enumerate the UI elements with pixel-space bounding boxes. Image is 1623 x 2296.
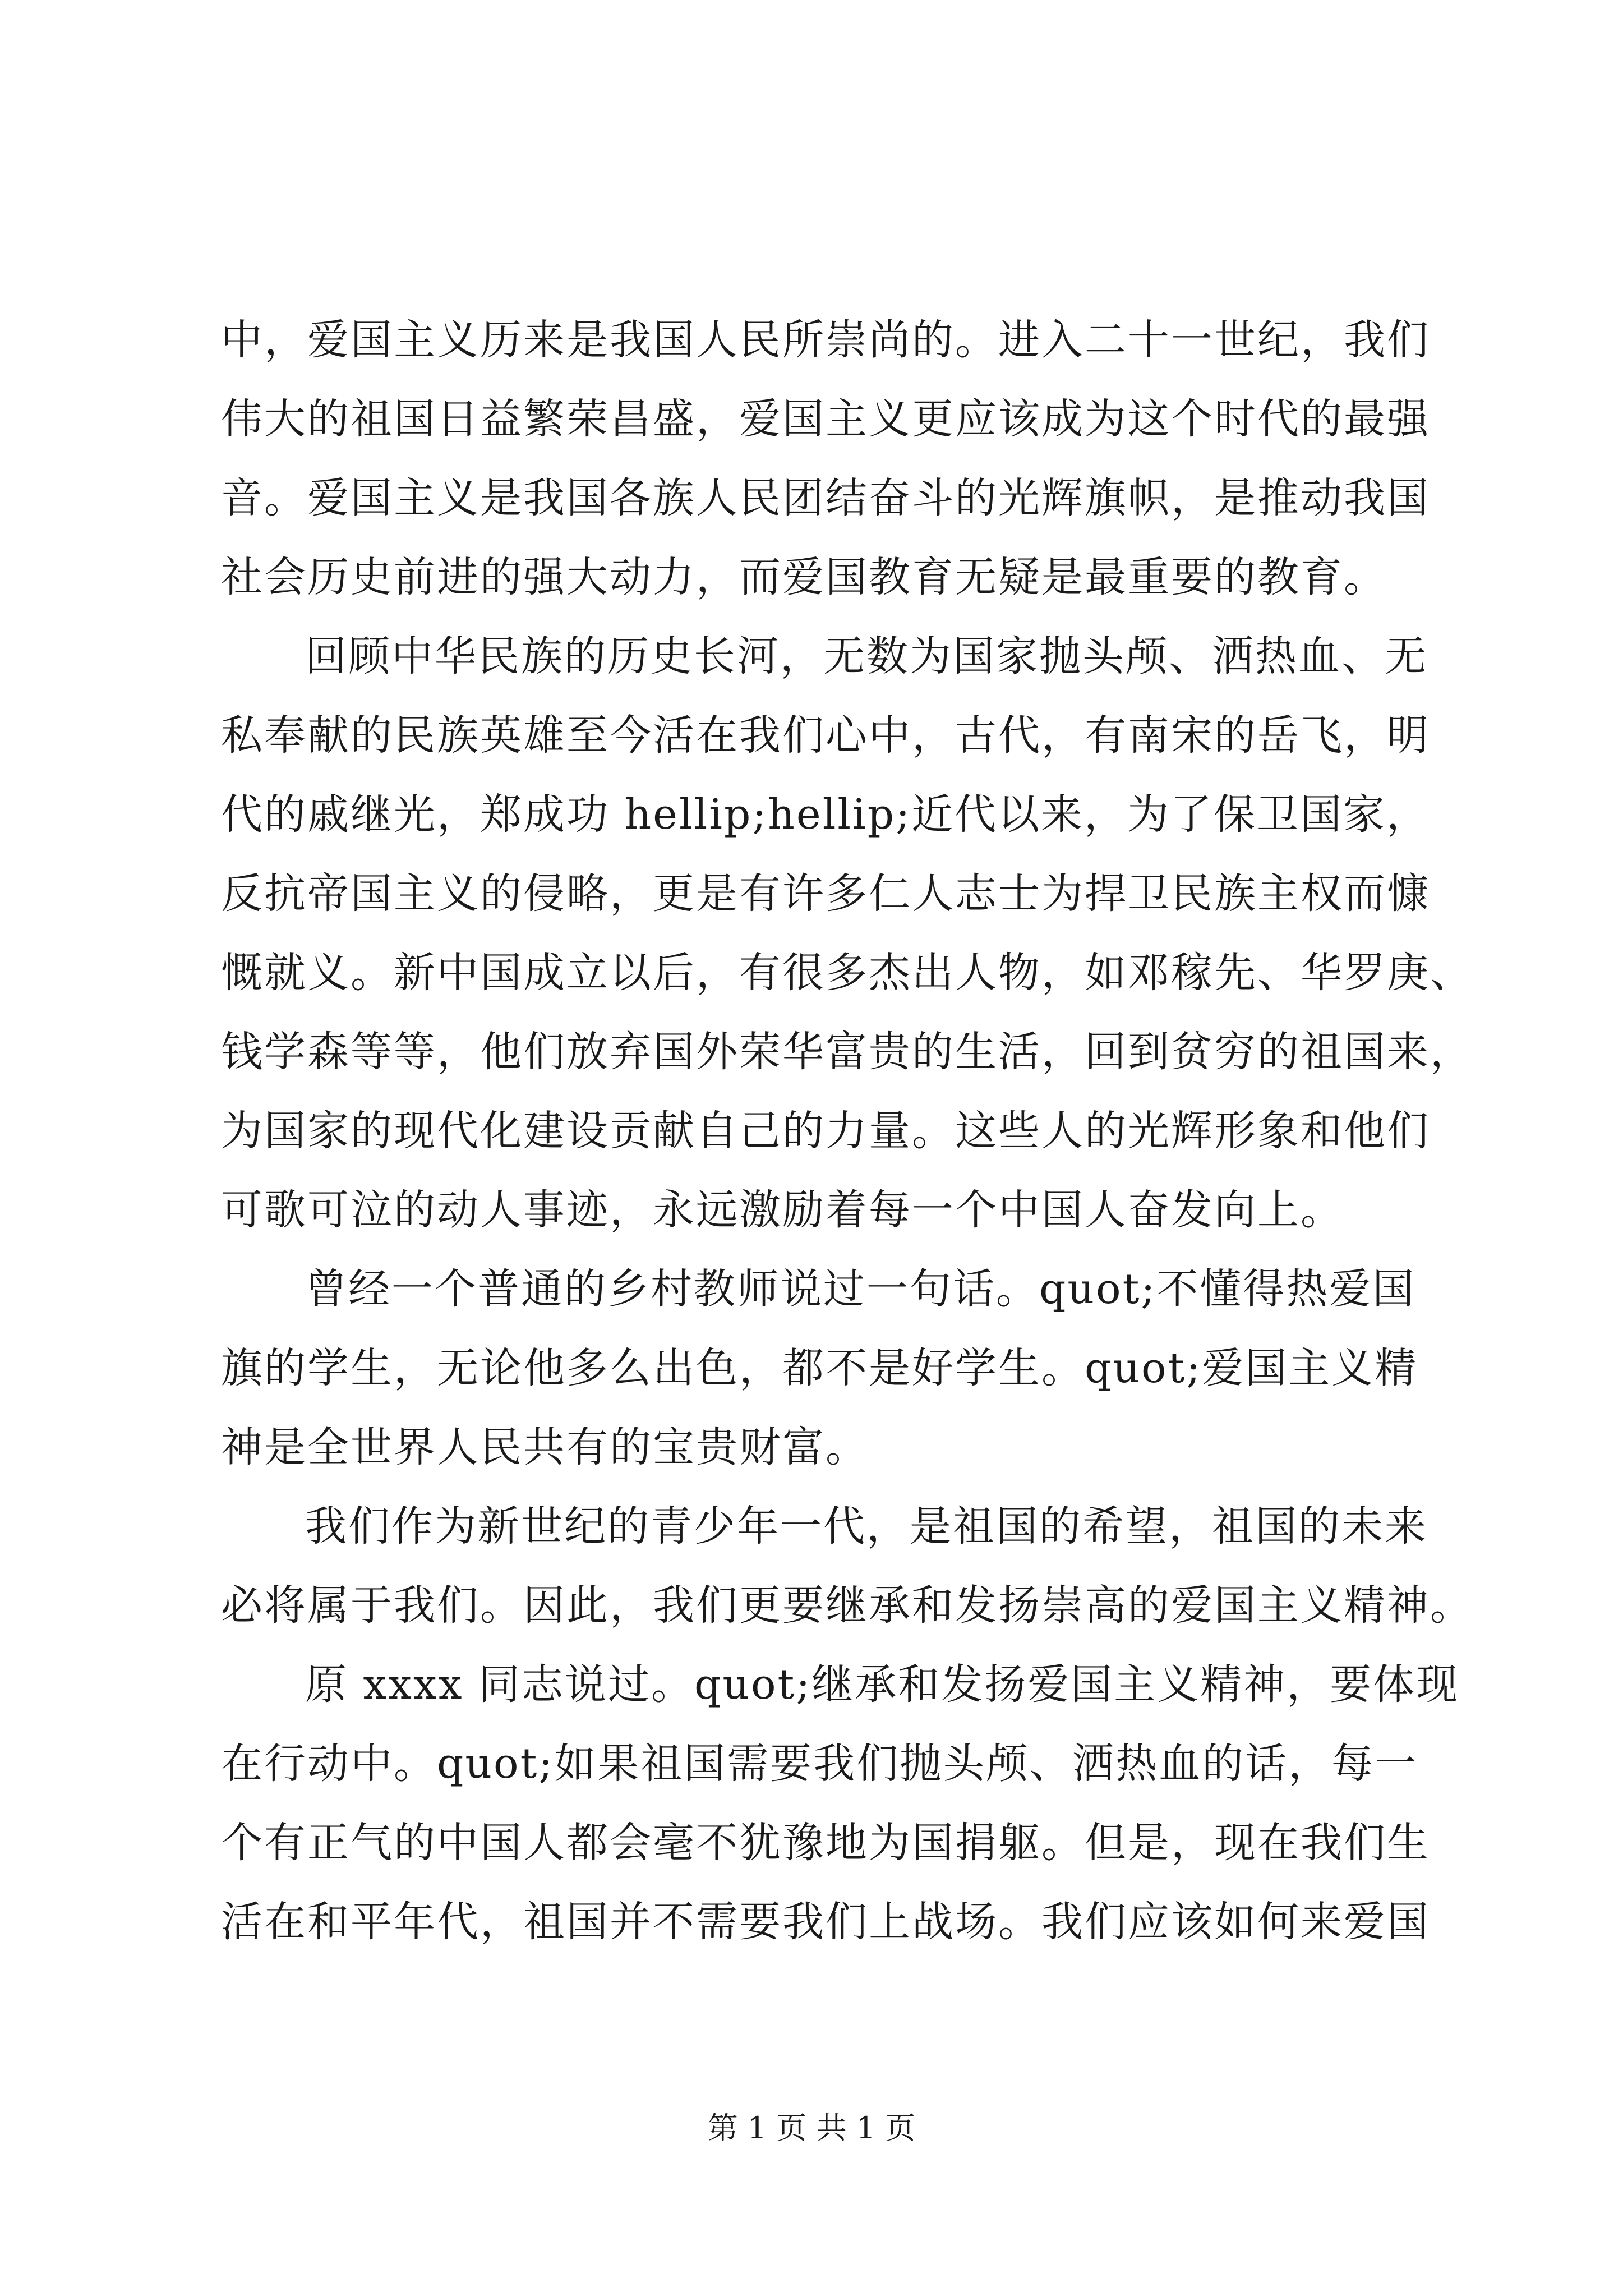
text-line: 必将属于我们。因此，我们更要继承和发扬崇高的爱国主义精神。: [221, 1581, 1473, 1630]
text-line: 私奉献的民族英雄至今活在我们心中，古代，有南宋的岳飞，明: [221, 711, 1430, 760]
text-line: 社会历史前进的强大动力，而爱国教育无疑是最重要的教育。: [221, 553, 1387, 601]
text-line: 慨就义。新中国成立以后，有很多杰出人物，如邓稼先、华罗庚、: [221, 949, 1473, 997]
text-line: 神是全世界人民共有的宝贵财富。: [221, 1423, 869, 1471]
text-line: 个有正气的中国人都会毫不犹豫地为国捐躯。但是，现在我们生: [221, 1819, 1430, 1867]
text-line: 原 xxxx 同志说过。quot;继承和发扬爱国主义精神，要体现: [305, 1660, 1460, 1709]
text-line: 音。爱国主义是我国各族人民团结奋斗的光辉旗帜，是推动我国: [221, 474, 1430, 522]
text-line: 中，爱国主义历来是我国人民所崇尚的。进入二十一世纪，我们: [221, 316, 1430, 364]
text-line: 回顾中华民族的历史长河，无数为国家抛头颅、洒热血、无: [305, 632, 1428, 680]
page-number-footer: 第 1 页 共 1 页: [707, 2110, 916, 2146]
text-line: 曾经一个普通的乡村教师说过一句话。quot;不懂得热爱国: [305, 1265, 1416, 1313]
text-line: 活在和平年代，祖国并不需要我们上战场。我们应该如何来爱国: [221, 1898, 1430, 1946]
text-line: 反抗帝国主义的侵略，更是有许多仁人志士为捍卫民族主权而慷: [221, 869, 1430, 918]
text-line: 可歌可泣的动人事迹，永远激励着每一个中国人奋发向上。: [221, 1186, 1344, 1234]
text-line: 为国家的现代化建设贡献自己的力量。这些人的光辉形象和他们: [221, 1107, 1430, 1155]
text-line: 旗的学生，无论他多么出色，都不是好学生。quot;爱国主义精: [221, 1344, 1418, 1392]
text-line: 代的戚继光，郑成功 hellip;hellip;近代以来，为了保卫国家，: [221, 790, 1430, 839]
text-line: 伟大的祖国日益繁荣昌盛，爱国主义更应该成为这个时代的最强: [221, 395, 1430, 443]
text-line: 在行动中。quot;如果祖国需要我们抛头颅、洒热血的话，每一: [221, 1740, 1418, 1788]
text-line: 钱学森等等，他们放弃国外荣华富贵的生活，回到贫穷的祖国来，: [221, 1028, 1473, 1076]
document-body: [221, 301, 1473, 1962]
text-line: 我们作为新世纪的青少年一代，是祖国的希望，祖国的未来: [305, 1502, 1428, 1550]
